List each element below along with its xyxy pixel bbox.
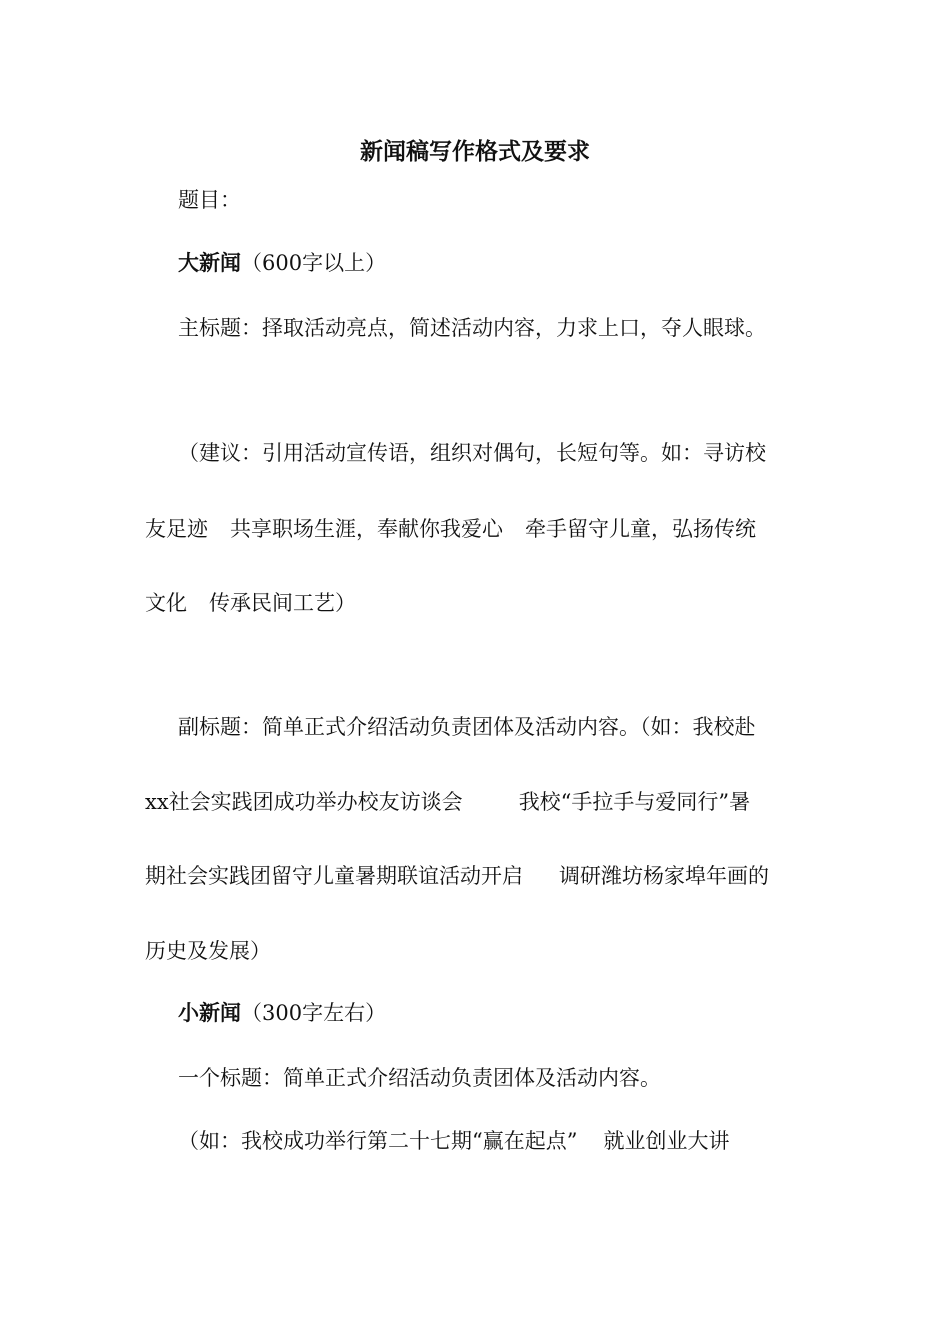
subtitle-segment: 调研潍坊杨家埠年画的: [559, 864, 769, 888]
one-title-rule: 一个标题：简单正式介绍活动负责团体及活动内容。: [178, 1066, 661, 1090]
suggestion-line-1: （建议：引用活动宣传语，组织对偶句，长短句等。如：寻访校: [178, 441, 766, 465]
small-news-example: [178, 1126, 729, 1156]
topic-label: 题目：: [178, 188, 241, 212]
suggestion-line-2: [145, 514, 756, 544]
subtitle-segment: xx社会实践团成功举办校友访谈会: [145, 790, 463, 814]
example-segment: （如：我校成功举行第二十七期“赢在起点”: [178, 1129, 578, 1153]
subtitle-segment: 我校“手拉手与爱同行”暑: [518, 790, 751, 814]
subtitle-segment: 期社会实践团留守儿童暑期联谊活动开启: [145, 864, 523, 888]
main-title-rule: 主标题：择取活动亮点，简述活动内容，力求上口，夺人眼球。: [178, 316, 766, 340]
suggestion-segment: 友足迹: [145, 517, 208, 541]
small-news-note: （300字左右）: [241, 1001, 387, 1025]
small-news-heading: [178, 998, 386, 1028]
subtitle-line-4: 历史及发展）: [145, 939, 271, 963]
suggestion-segment: 共享职场生涯，奉献你我爱心: [230, 517, 503, 541]
suggestion-segment: 文化: [145, 591, 187, 615]
example-segment: 就业创业大讲: [603, 1129, 730, 1153]
suggestion-segment: 牵手留守儿童，弘扬传统: [525, 517, 756, 541]
suggestion-line-3: [145, 588, 356, 618]
big-news-note: （600字以上）: [241, 251, 387, 275]
big-news-label: 大新闻: [178, 250, 241, 275]
subtitle-line-1: 副标题：简单正式介绍活动负责团体及活动内容。（如：我校赴: [178, 715, 756, 739]
document-title: 新闻稿写作格式及要求: [360, 138, 590, 165]
subtitle-line-3: [145, 861, 769, 891]
big-news-heading: [178, 248, 386, 278]
suggestion-segment: 传承民间工艺）: [209, 591, 356, 615]
subtitle-line-2: [145, 787, 750, 817]
small-news-label: 小新闻: [178, 1000, 241, 1025]
